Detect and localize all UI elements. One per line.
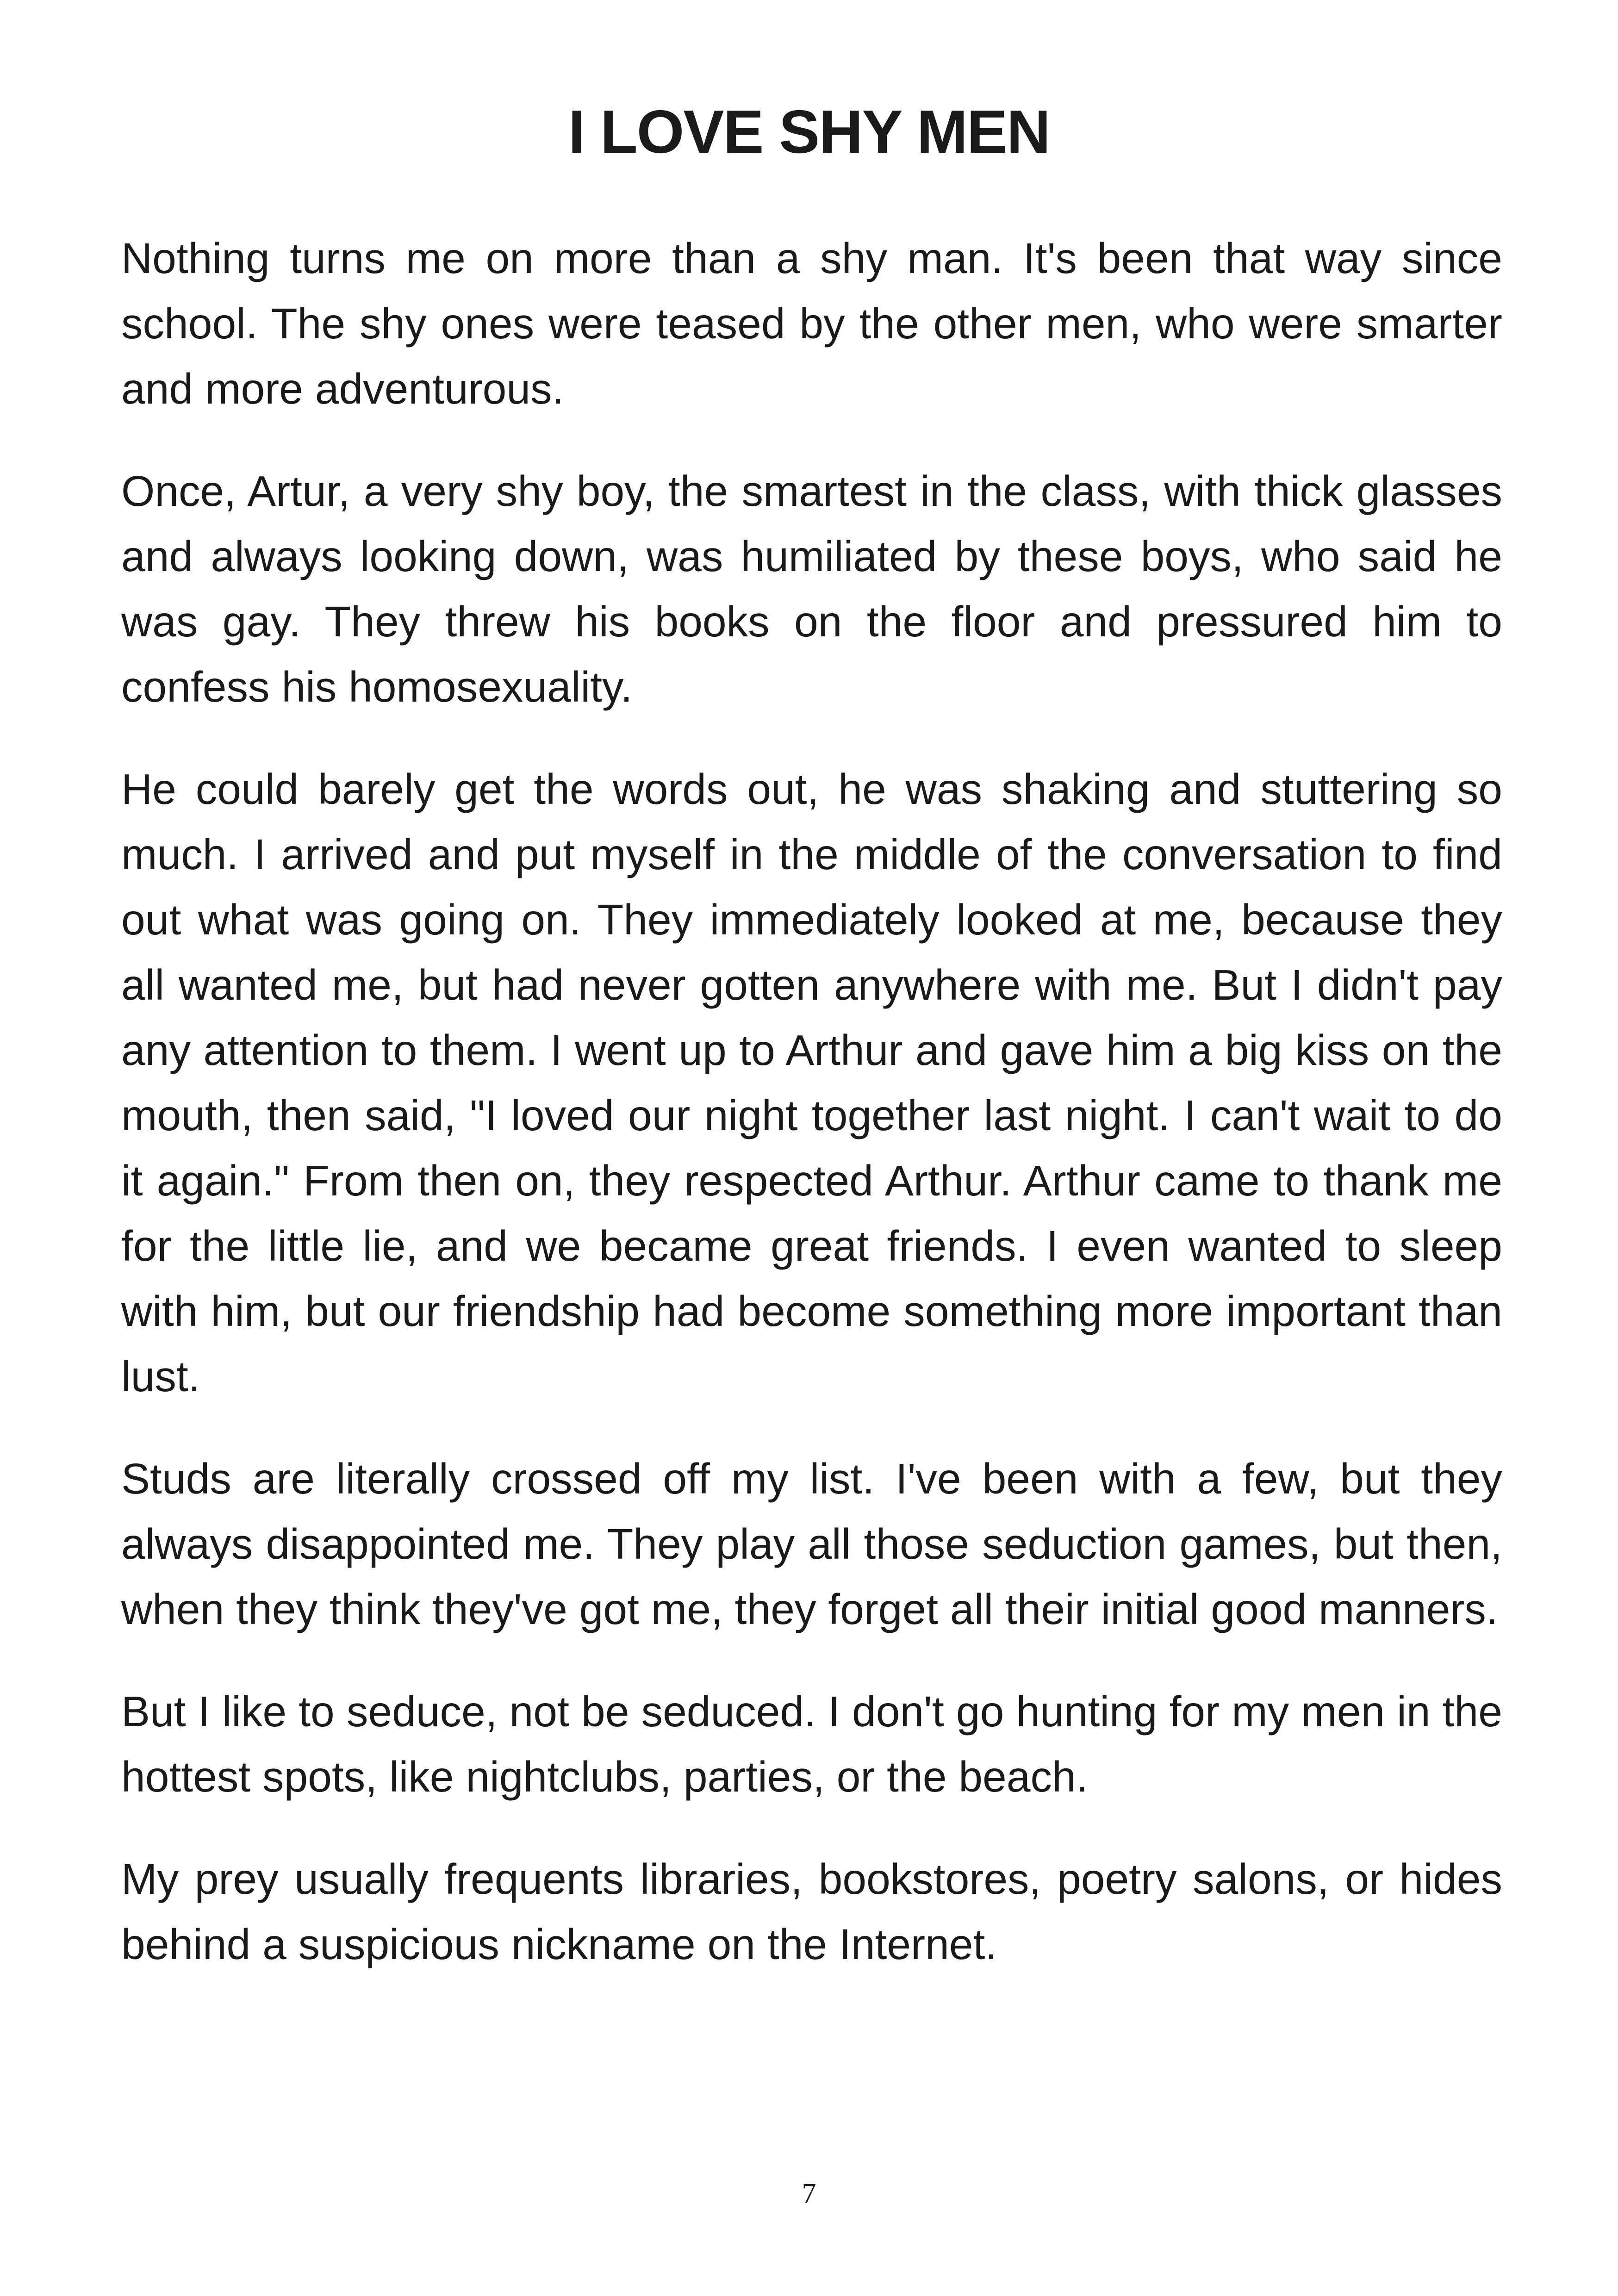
- paragraph-1: Nothing turns me on more than a shy man. It's been that way since school. The shy ones were teased by the other men, who were smarter and more adventurous.: [121, 234, 1502, 413]
- paragraph-4: Studs are literally crossed off my list. I've been with a few, but they always disappointed me. They play all those seduction games, but then, when they think they've got me, they forget all their initial good manners.: [121, 1455, 1502, 1633]
- paragraph-2: Once, Artur, a very shy boy, the smartest in the class, with thick glasses and always looking down, was humiliated by these boys, who said he was gay. They threw his books on the floor and pressured him to confess his homosexuality.: [121, 467, 1502, 711]
- body-text: [121, 226, 1502, 2014]
- page-number: 7: [802, 2178, 816, 2209]
- paragraph-3: He could barely get the words out, he was shaking and stuttering so much. I arrived and put myself in the middle of the conversation to find out what was going on. They immediately looked at me, because they all wanted me, but had never gotten anywhere with me. But I didn't pay any attention to them. I went up to Arthur and gave him a big kiss on the mouth, then said, "I loved our night together last night. I can't wait to do it again." From then on, they respected Arthur. Arthur came to thank me for the little lie, and we became great friends. I even wanted to sleep with him, but our friendship had become something more important than lust.: [121, 765, 1502, 1400]
- page-title: I LOVE SHY MEN: [568, 98, 1050, 166]
- paragraph-6: My prey usually frequents libraries, bookstores, poetry salons, or hides behind a suspicious nickname on the Internet.: [121, 1855, 1502, 1968]
- paragraph-5: But I like to seduce, not be seduced. I don't go hunting for my men in the hottest spots, like nightclubs, parties, or the beach.: [121, 1687, 1502, 1801]
